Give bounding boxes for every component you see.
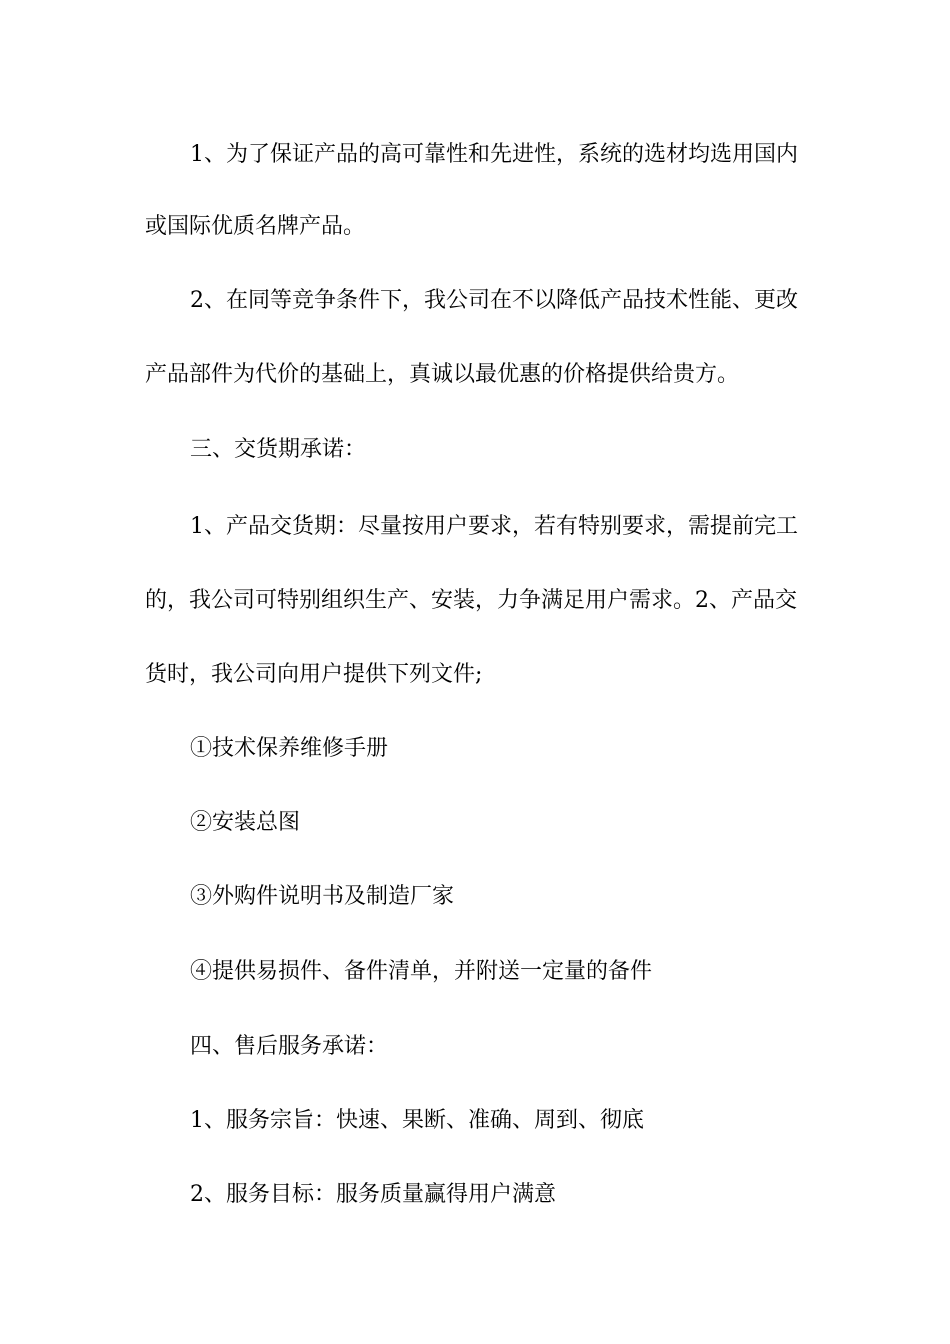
paragraph-line: 货时，我公司向用户提供下列文件; (145, 662, 483, 687)
section-heading: 四、售后服务承诺： (190, 1034, 389, 1059)
paragraph-line: 2、在同等竞争条件下，我公司在不以降低产品技术性能、更改 (190, 288, 798, 313)
list-item: ②安装总图 (190, 810, 301, 835)
paragraph-line: 1、为了保证产品的高可靠性和先进性，系统的选材均选用国内 (190, 142, 798, 167)
paragraph-line: 的，我公司可特别组织生产、安装，力争满足用户需求。2、产品交 (145, 588, 797, 613)
paragraph-line: 或国际优质名牌产品。 (145, 214, 366, 239)
paragraph-line: 1、产品交货期：尽量按用户要求，若有特别要求，需提前完工 (190, 514, 798, 539)
list-item: ③外购件说明书及制造厂家 (190, 884, 455, 909)
section-heading: 三、交货期承诺： (190, 437, 367, 462)
paragraph-line: 1、服务宗旨：快速、果断、准确、周到、彻底 (190, 1108, 644, 1133)
paragraph-line: 2、服务目标：服务质量赢得用户满意 (190, 1182, 556, 1207)
list-item: ④提供易损件、备件清单，并附送一定量的备件 (190, 959, 653, 984)
list-item: ①技术保养维修手册 (190, 736, 389, 761)
paragraph-line: 产品部件为代价的基础上，真诚以最优惠的价格提供给贵方。 (145, 362, 740, 387)
